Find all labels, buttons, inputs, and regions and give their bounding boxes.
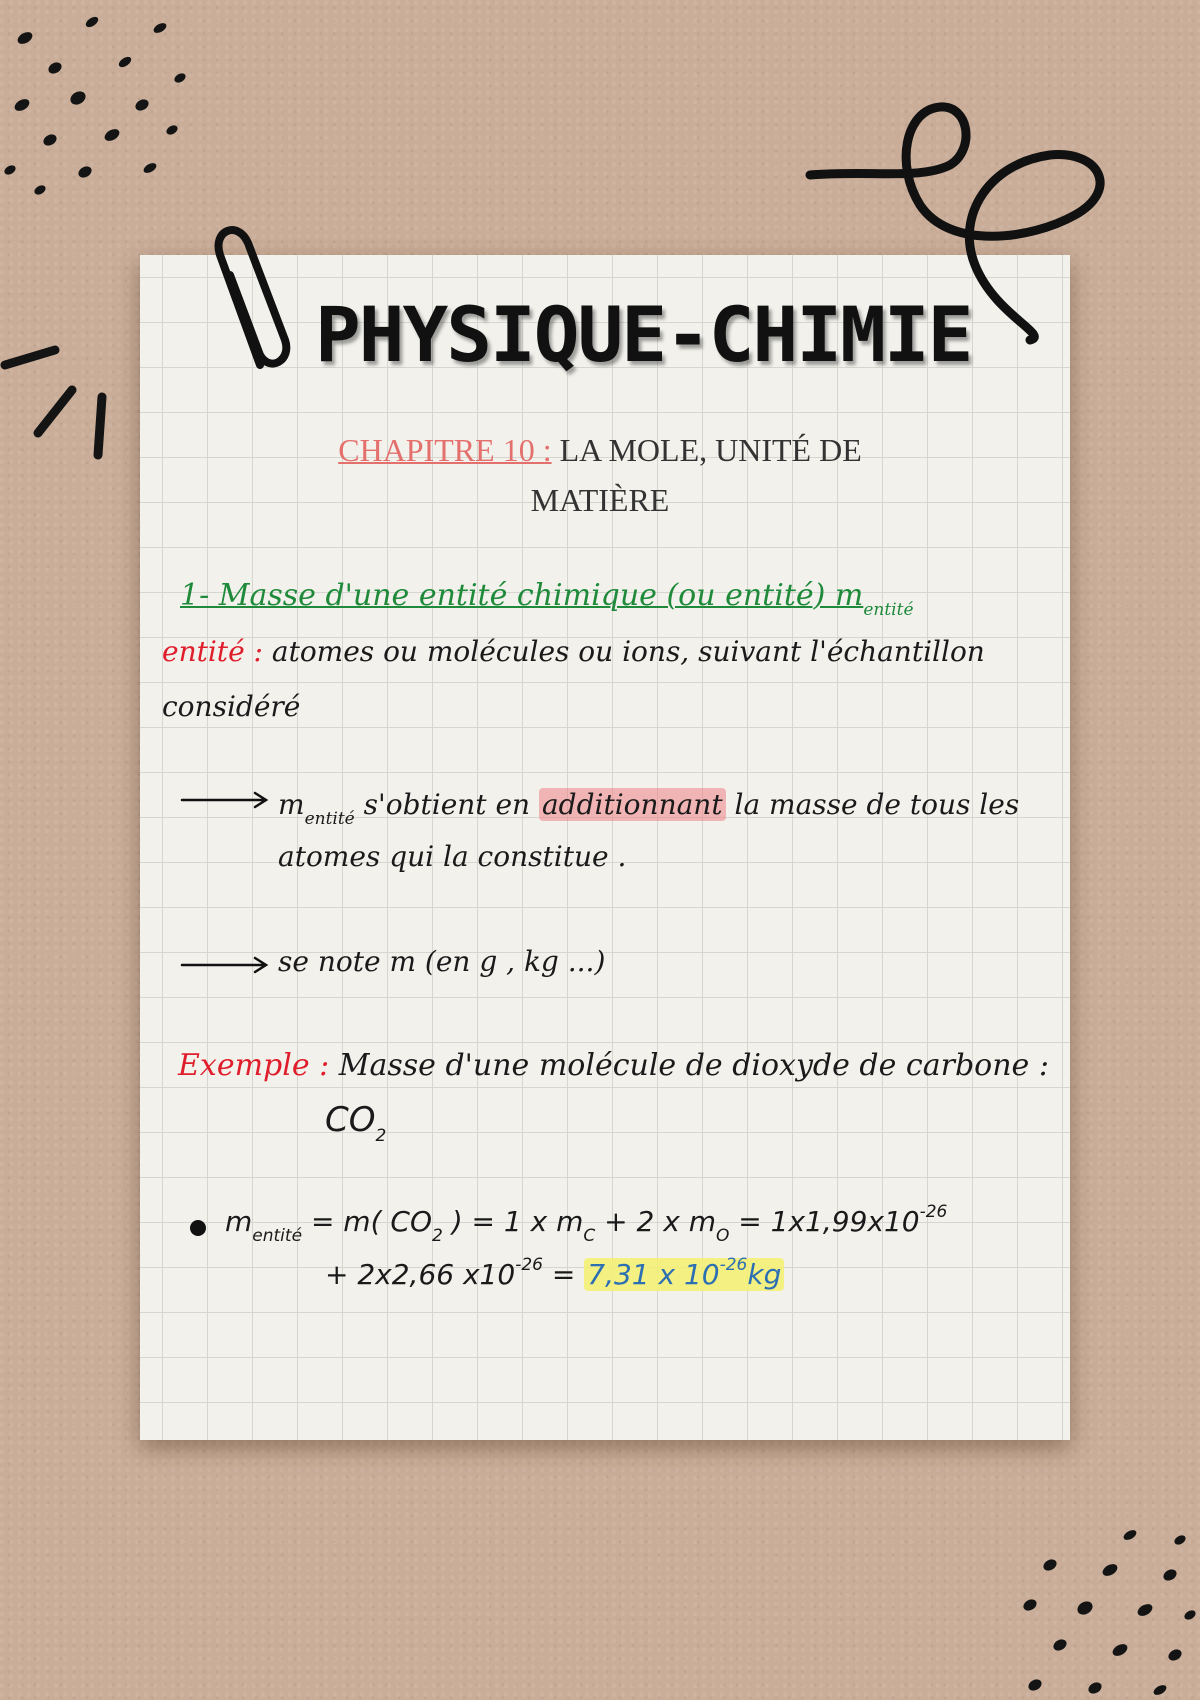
arrow-right-icon: [180, 790, 270, 810]
chapter-label: CHAPITRE 10 :: [338, 432, 552, 468]
example-label: Exemple :: [178, 1048, 330, 1083]
chapter-heading: [280, 425, 920, 525]
definition-term: entité :: [162, 635, 263, 668]
dots-pattern-icon: [0, 0, 200, 200]
point2-text: se note m (en g , kg ...): [278, 945, 606, 978]
page-title: PHYSIQUE-CHIMIE: [315, 290, 972, 379]
calc-line1: $m_{entité} = m$( $CO_2$ ) = 1 x $m_C + 2$ x $m_O = 1x1,99x10^{-26}$: [225, 1202, 948, 1246]
definition-line2: considéré: [162, 690, 301, 723]
arrow-right-icon: [180, 955, 270, 975]
bullet-icon: [188, 1218, 208, 1238]
paperclip-icon: [190, 215, 300, 385]
dots-pattern-icon: [1010, 1520, 1200, 1700]
calc-line2: + 2x2,66 $x10^{-26} = 7,31$ x $10^{-26}kg$: [325, 1258, 784, 1291]
highlighted-word: additionnant: [539, 788, 726, 821]
motion-lines-icon: [0, 335, 120, 465]
point1-line1: $m_{entité}$ s'obtient en additionnant la masse de tous les: [278, 788, 1020, 829]
chapter-title-line1: LA MOLE, UNITÉ DE: [559, 432, 862, 468]
example-line: [178, 1048, 1049, 1083]
example-formula: $CO_2$: [325, 1100, 387, 1146]
definition-line1: [162, 635, 985, 668]
example-text: Masse d'une molécule de dioxyde de carbone :: [338, 1048, 1049, 1083]
result-highlight: 7,31 x $10^{-26}kg$: [584, 1258, 784, 1291]
section-heading: 1- Masse d'une entité chimique (ou entité) $m_{entité}$: [180, 578, 914, 620]
point1-line2: atomes qui la constitue .: [278, 840, 627, 873]
chapter-title-line2: MATIÈRE: [530, 482, 670, 518]
definition-text: atomes ou molécules ou ions, suivant l'échantillon: [271, 635, 985, 668]
